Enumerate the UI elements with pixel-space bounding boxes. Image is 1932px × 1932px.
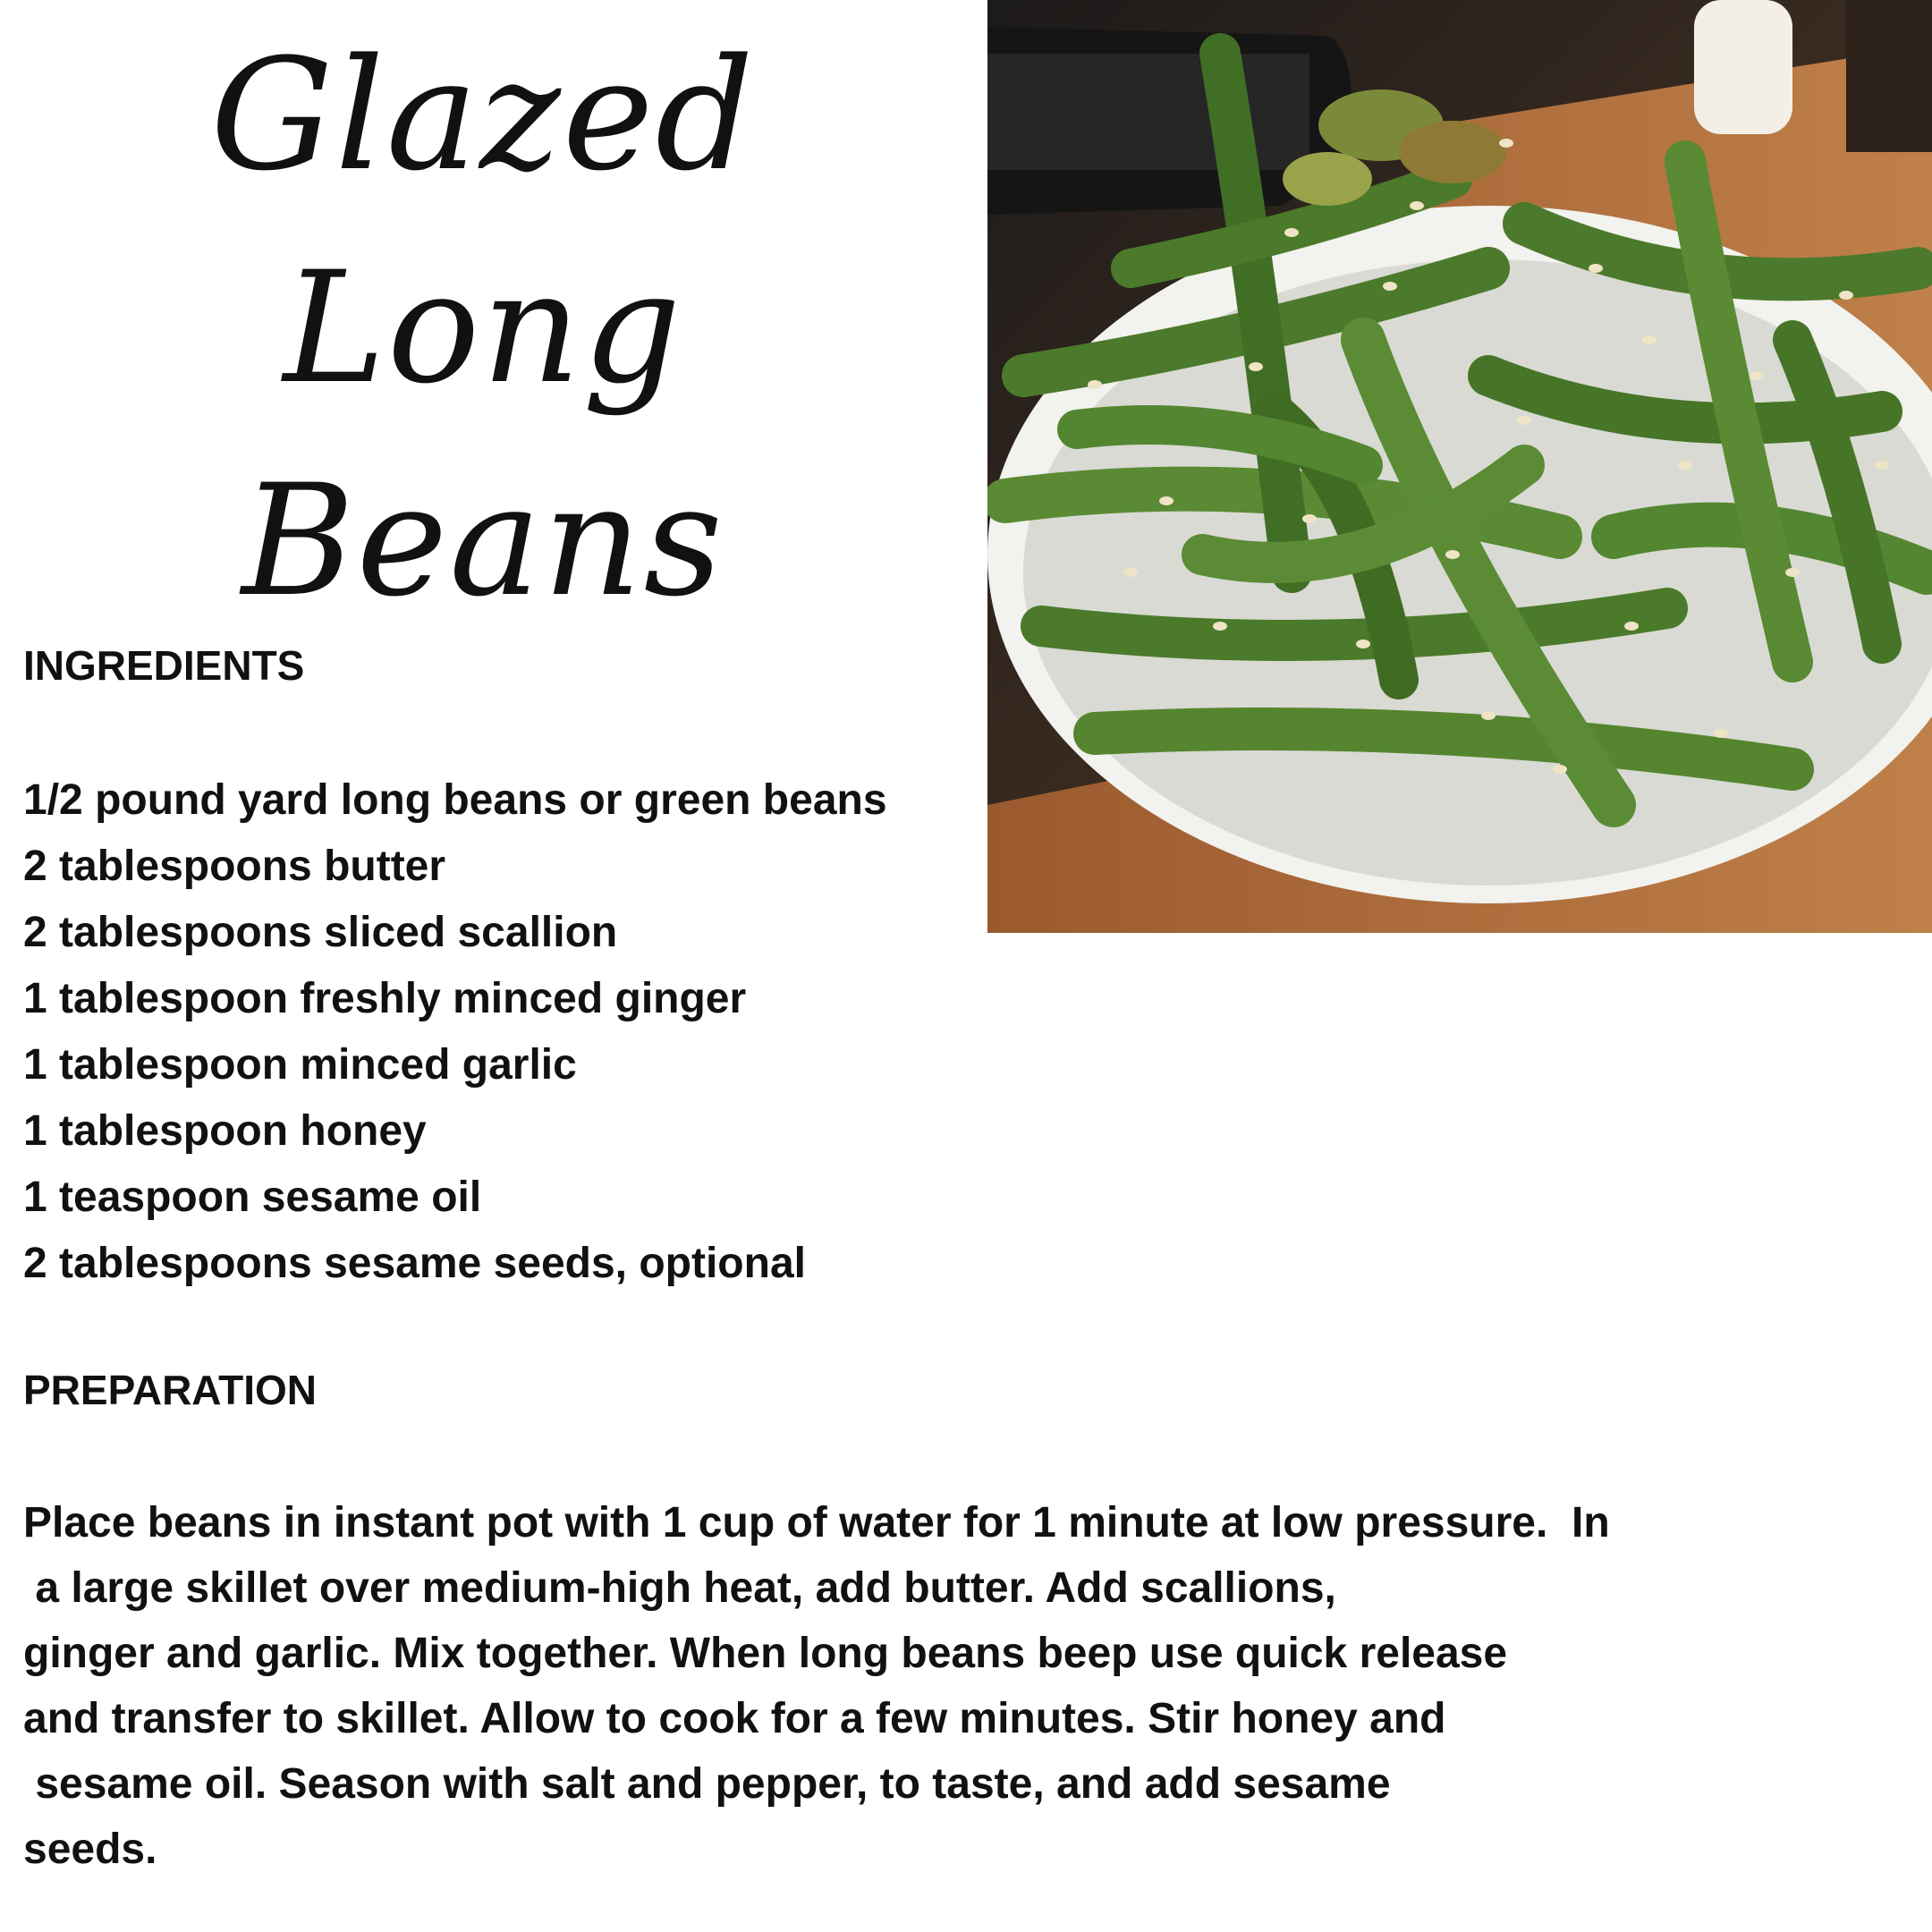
ingredient-item: 1 teaspoon sesame oil xyxy=(23,1174,482,1221)
title-line-2: Long xyxy=(283,238,683,418)
ingredient-item: 1/2 pound yard long beans or green beans xyxy=(23,776,887,824)
title-line-1: Glazed xyxy=(210,25,756,205)
ingredients-list xyxy=(23,767,887,1297)
ingredient-item: 1 tablespoon honey xyxy=(23,1107,427,1155)
ingredient-item: 1 tablespoon freshly minced ginger xyxy=(23,975,747,1022)
ingredient-item: 2 tablespoons butter xyxy=(23,843,446,890)
ingredient-item: 2 tablespoons sesame seeds, optional xyxy=(23,1240,806,1287)
preparation-line: seeds. xyxy=(23,1826,157,1873)
ingredients-heading: INGREDIENTS xyxy=(23,642,305,689)
preparation-line: and transfer to skillet. Allow to cook for a few minutes. Stir honey and xyxy=(23,1695,1446,1742)
recipe-title xyxy=(125,9,841,648)
recipe-photo xyxy=(987,0,1932,933)
preparation-line: ginger and garlic. Mix together. When long beans beep use quick release xyxy=(23,1630,1508,1677)
preparation-heading: PREPARATION xyxy=(23,1367,317,1413)
preparation-line: sesame oil. Season with salt and pepper, to taste, and add sesame xyxy=(23,1760,1391,1808)
ingredient-item: 2 tablespoons sliced scallion xyxy=(23,909,618,956)
preparation-text xyxy=(23,1490,1610,1882)
green-beans-photo-illustration xyxy=(987,0,1932,933)
ingredient-item: 1 tablespoon minced garlic xyxy=(23,1041,577,1089)
title-line-3: Beans xyxy=(242,451,724,631)
preparation-line: Place beans in instant pot with 1 cup of water for 1 minute at low pressure. In xyxy=(23,1499,1610,1546)
preparation-line: a large skillet over medium-high heat, add butter. Add scallions, xyxy=(23,1564,1336,1612)
